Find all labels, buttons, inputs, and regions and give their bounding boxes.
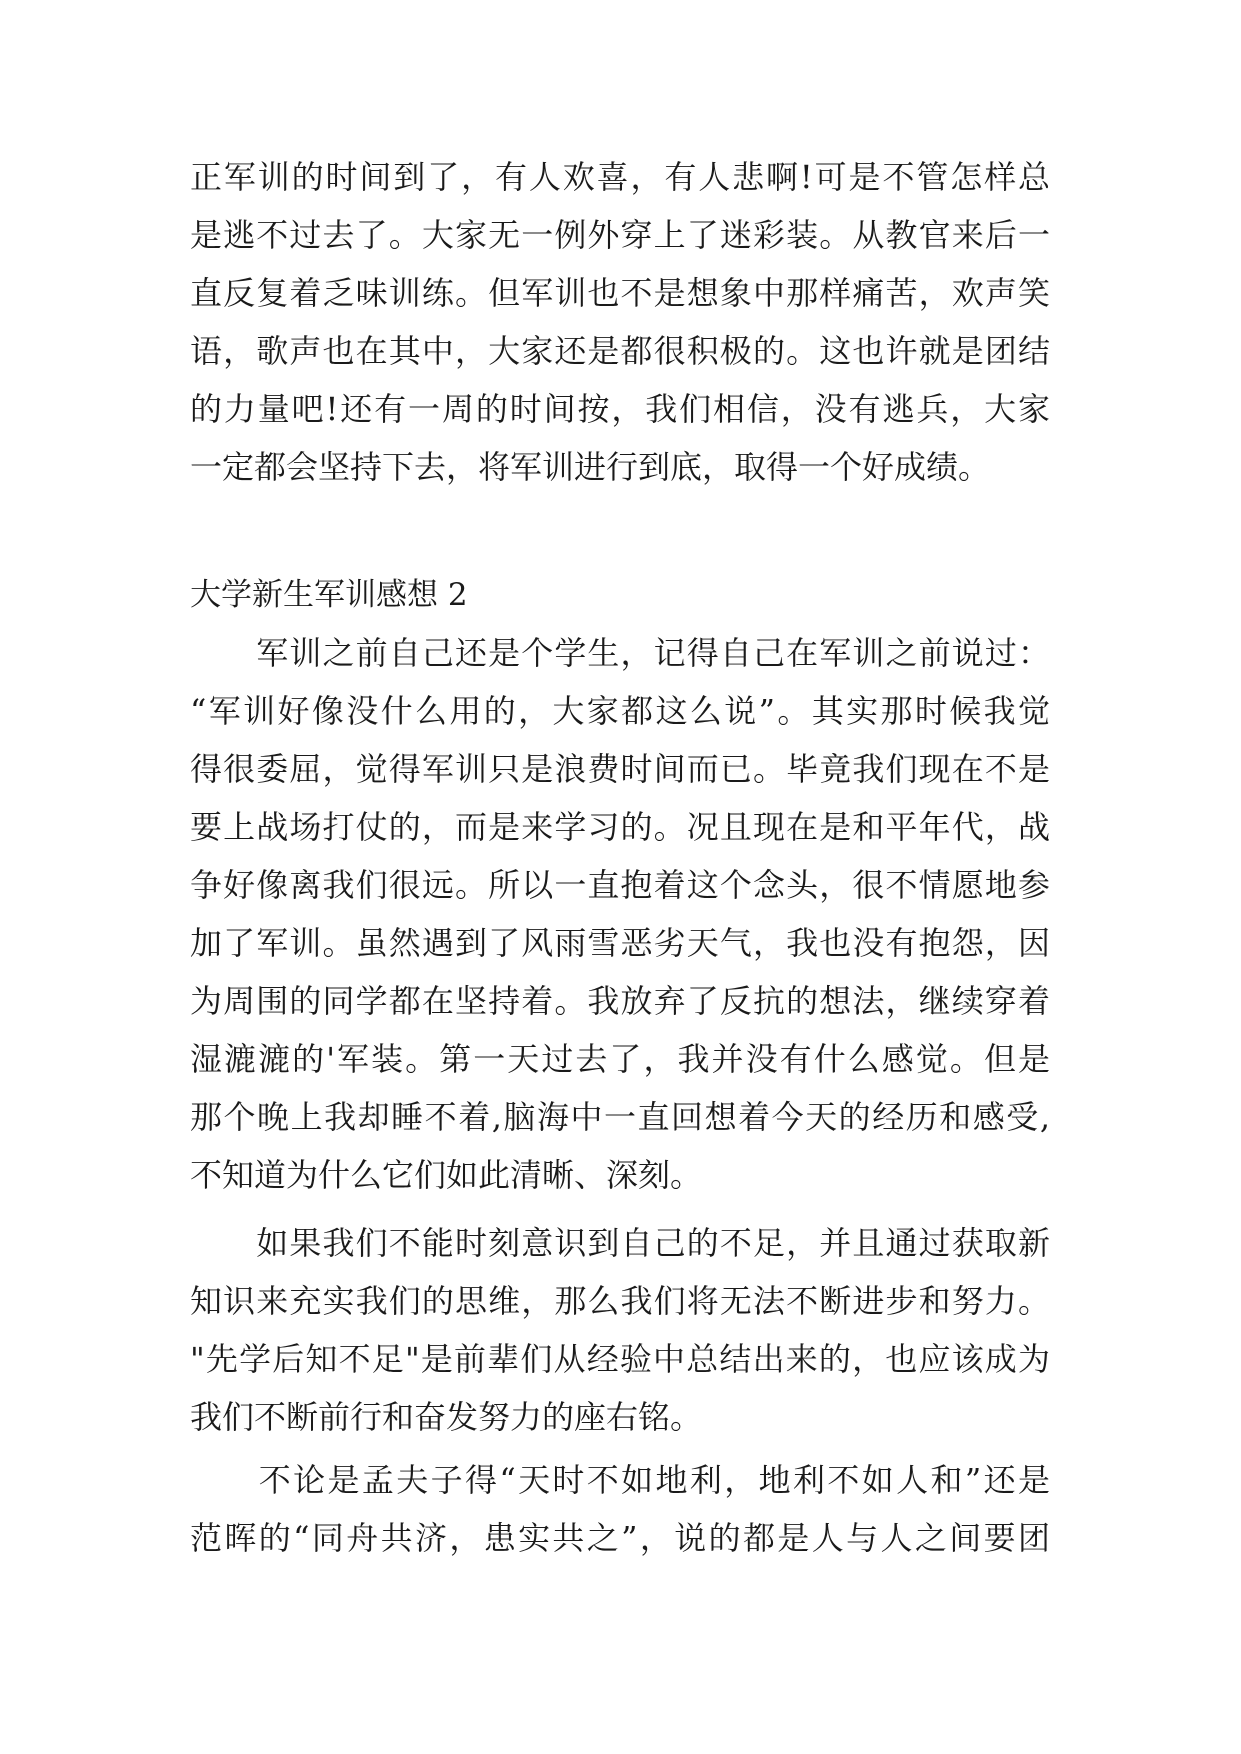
paragraph-2 bbox=[190, 1214, 1050, 1446]
paragraph-line: 范晖的“同舟共济，患实共之”，说的都是人与人之间要团 bbox=[190, 1519, 1050, 1557]
paragraph-line: 为周围的同学都在坚持着。我放弃了反抗的想法，继续穿着 bbox=[190, 982, 1050, 1020]
paragraph-line: 军训之前自己还是个学生，记得自己在军训之前说过： bbox=[190, 634, 1050, 672]
paragraph-line: 直反复着乏味训练。但军训也不是想象中那样痛苦，欢声笑 bbox=[190, 274, 1050, 312]
paragraph-line: 知识来充实我们的思维，那么我们将无法不断进步和努力。 bbox=[190, 1282, 1050, 1320]
paragraph-line: 要上战场打仗的，而是来学习的。况且现在是和平年代，战 bbox=[190, 808, 1050, 846]
paragraph-line: 不知道为什么它们如此清晰、深刻。 bbox=[190, 1156, 703, 1194]
paragraph-1 bbox=[190, 624, 1050, 1204]
paragraph-line: 湿漉漉的'军装。第一天过去了，我并没有什么感觉。但是 bbox=[190, 1040, 1050, 1078]
continuation-paragraph bbox=[190, 148, 1050, 496]
paragraph-line: 得很委屈，觉得军训只是浪费时间而已。毕竟我们现在不是 bbox=[190, 750, 1050, 788]
paragraph-line: 那个晚上我却睡不着,脑海中一直回想着今天的经历和感受, bbox=[190, 1098, 1050, 1136]
paragraph-line: 如果我们不能时刻意识到自己的不足，并且通过获取新 bbox=[190, 1224, 1050, 1262]
paragraph-line: 争好像离我们很远。所以一直抱着这个念头，很不情愿地参 bbox=[190, 866, 1050, 904]
paragraph-line: 加了军训。虽然遇到了风雨雪恶劣天气，我也没有抱怨，因 bbox=[190, 924, 1050, 962]
paragraph-line: 不论是孟夫子得“天时不如地利，地利不如人和”还是 bbox=[190, 1461, 1050, 1499]
paragraph-line: 一定都会坚持下去，将军训进行到底，取得一个好成绩。 bbox=[190, 448, 991, 486]
paragraph-line: 语，歌声也在其中，大家还是都很积极的。这也许就是团结 bbox=[190, 332, 1050, 370]
paragraph-line: 是逃不过去了。大家无一例外穿上了迷彩装。从教官来后一 bbox=[190, 216, 1050, 254]
paragraph-line: 的力量吧!还有一周的时间按，我们相信，没有逃兵，大家 bbox=[190, 390, 1050, 428]
paragraph-line: 正军训的时间到了，有人欢喜，有人悲啊!可是不管怎样总 bbox=[190, 158, 1050, 196]
paragraph-line: 我们不断前行和奋发努力的座右铭。 bbox=[190, 1398, 703, 1436]
paragraph-3 bbox=[190, 1451, 1050, 1567]
section-heading: 大学新生军训感想 2 bbox=[190, 577, 468, 613]
paragraph-line: "先学后知不足"是前辈们从经验中总结出来的，也应该成为 bbox=[190, 1340, 1050, 1378]
paragraph-line: “军训好像没什么用的，大家都这么说”。其实那时候我觉 bbox=[190, 692, 1050, 730]
